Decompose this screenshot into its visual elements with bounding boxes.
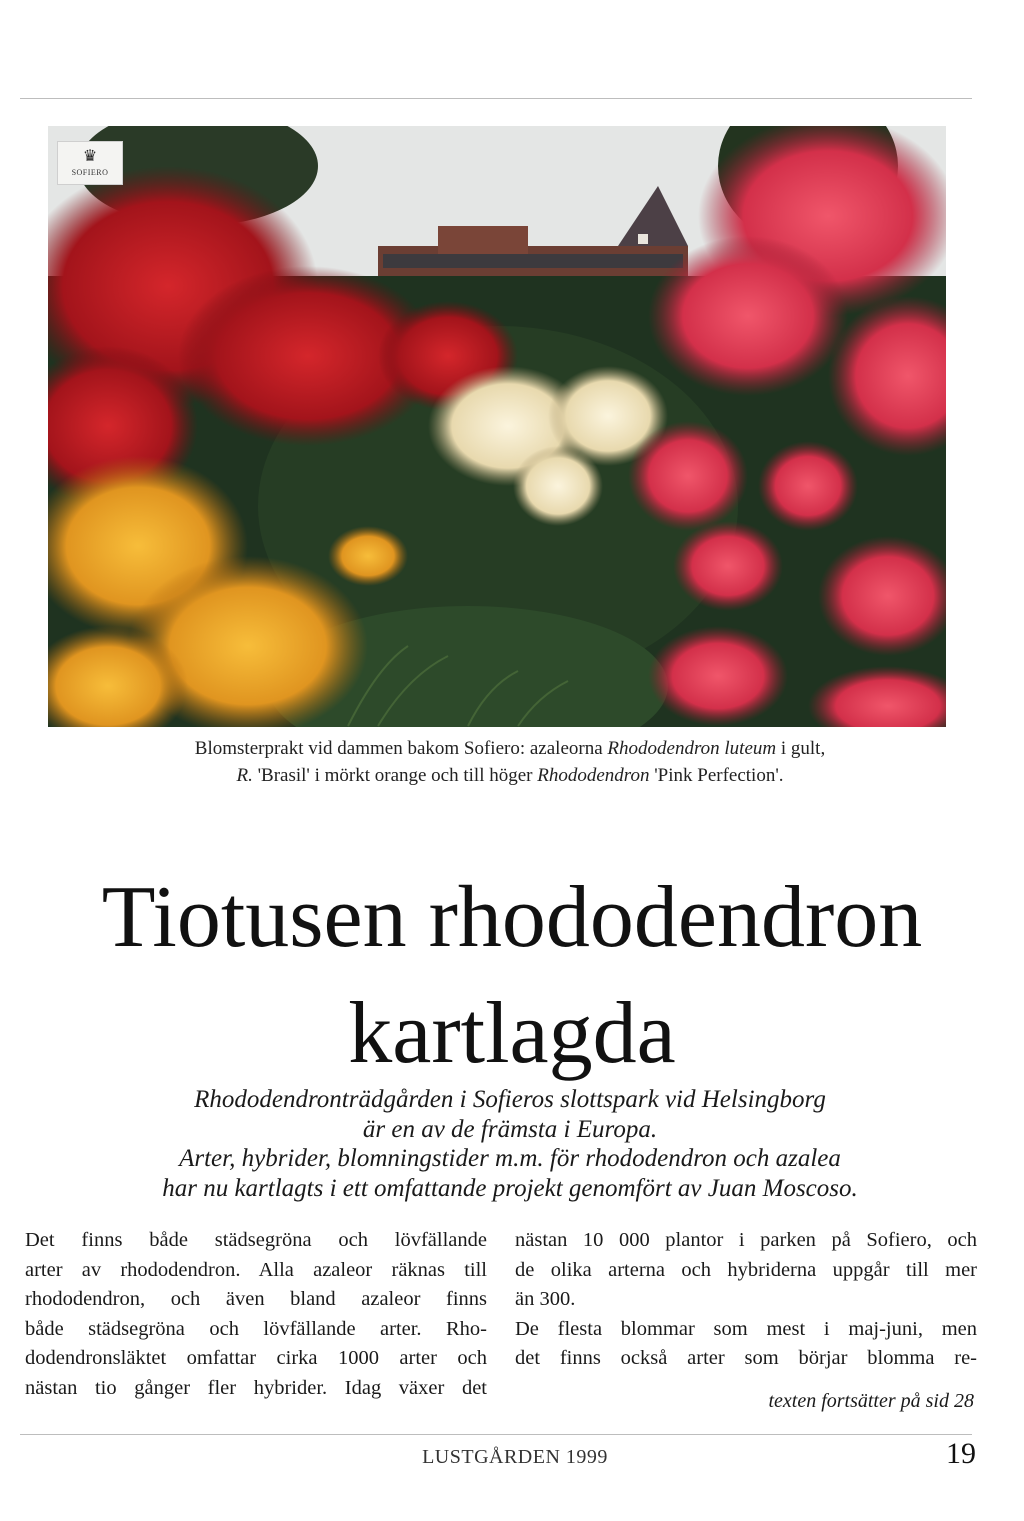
lead-line: är en av de främsta i Europa. <box>362 1115 658 1143</box>
headline-line-2: kartlagda <box>348 985 676 1082</box>
caption-text: i gult, <box>776 738 826 759</box>
body-line: både städsegröna och lövfällande arter. Rho- <box>25 1317 487 1340</box>
body-column-left <box>25 1226 487 1404</box>
body-line: De flesta blommar som mest i maj-juni, men <box>515 1317 977 1340</box>
lead-line: Rhododendronträdgården i Sofieros slottspark vid Helsingborg <box>194 1086 826 1113</box>
garden-photo-illustration <box>48 126 946 727</box>
caption-line-1 <box>80 735 940 762</box>
logo-text: SOFIERO <box>71 168 109 177</box>
photo-caption <box>80 735 940 789</box>
bottom-rule <box>20 1434 972 1435</box>
body-line: nästan 10 000 plantor i parken på Sofiero, och <box>515 1229 977 1251</box>
caption-line-2 <box>80 762 940 789</box>
body-line: de olika arterna och hybriderna uppgår till mer <box>515 1258 977 1281</box>
article-lead <box>60 1085 960 1203</box>
continued-note: texten fortsätter på sid 28 <box>768 1390 974 1412</box>
body-line: dodendronsläktet omfattar cirka 1000 arter och <box>25 1347 487 1370</box>
page-number: 19 <box>946 1437 976 1470</box>
garden-photo <box>48 126 946 727</box>
headline-line-1: Tiotusen rhododendron <box>101 869 923 966</box>
body-line: rhododendron, och även bland azaleor finns <box>25 1288 487 1311</box>
caption-species: Rhododendron <box>537 765 650 786</box>
body-line: det finns också arter som börjar blomma re- <box>515 1347 977 1370</box>
lead-line: Arter, hybrider, blomningstider m.m. för rhododendron och azalea <box>179 1145 841 1172</box>
body-line: nästan tio gånger fler hybrider. Idag växer det <box>25 1376 487 1399</box>
sofiero-logo <box>57 141 123 185</box>
caption-text: 'Pink Perfection'. <box>649 765 784 786</box>
body-line: Det finns både städsegröna och lövfällande <box>25 1229 487 1251</box>
magazine-footer: LUSTGÅRDEN 1999 <box>422 1446 608 1468</box>
caption-text: Blomsterprakt vid dammen bakom Sofiero: azaleorna <box>194 738 608 759</box>
caption-species: R. <box>236 765 253 786</box>
body-column-right <box>515 1226 977 1374</box>
top-rule <box>20 98 972 99</box>
body-line: arter av rhododendron. Alla azaleor räknas till <box>25 1258 487 1281</box>
caption-species: Rhododendron luteum <box>607 738 777 759</box>
lead-line: har nu kartlagts i ett omfattande projekt genomfört av Juan Moscoso. <box>162 1174 858 1202</box>
crown-icon: ♛ <box>82 148 98 165</box>
body-line: än 300. <box>515 1288 576 1311</box>
caption-text: 'Brasil' i mörkt orange och till höger <box>252 765 538 786</box>
article-headline <box>20 860 1004 1092</box>
